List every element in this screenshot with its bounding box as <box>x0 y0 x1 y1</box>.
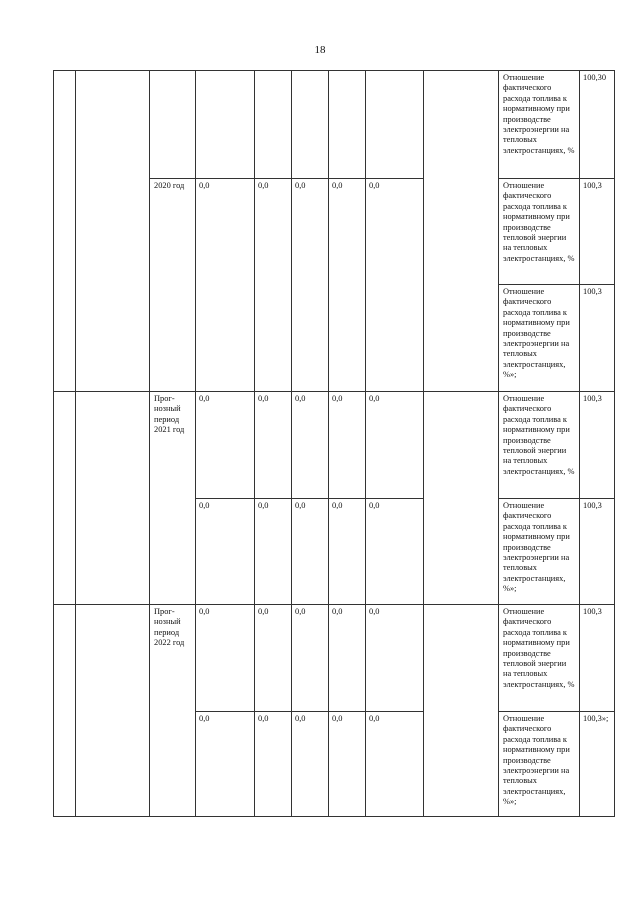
period-cell: Прог-нозный период 2021 год <box>150 392 196 605</box>
value-cell: 0,0 <box>329 605 366 712</box>
number-cell <box>54 605 76 817</box>
value-cell <box>329 71 366 179</box>
value-cell: 0,0 <box>329 179 366 392</box>
value-cell: 0,0 <box>292 712 329 817</box>
value-cell: 0,0 <box>196 392 255 499</box>
value-cell: 0,0 <box>366 605 424 712</box>
target-value-cell: 100,3»; <box>580 712 615 817</box>
target-value-cell: 100,3 <box>580 392 615 499</box>
responsible-cell <box>424 605 499 817</box>
number-cell <box>54 71 76 392</box>
value-cell: 0,0 <box>329 712 366 817</box>
value-cell: 0,0 <box>255 712 292 817</box>
value-cell: 0,0 <box>366 499 424 605</box>
indicator-cell: Отношение фактического расхода топлива к нормативному при производстве электроэнергии на тепловых электростанциях, % <box>499 71 580 179</box>
value-cell: 0,0 <box>366 179 424 392</box>
value-cell <box>292 71 329 179</box>
value-cell <box>366 71 424 179</box>
target-value-cell: 100,3 <box>580 605 615 712</box>
table-row <box>54 71 615 179</box>
indicator-cell: Отношение фактического расхода топлива к нормативному при производстве тепловой энергии на тепловых электростанциях, % <box>499 179 580 285</box>
responsible-cell <box>424 392 499 605</box>
measure-name-cell <box>76 71 150 392</box>
period-cell: Прог-нозный период 2022 год <box>150 605 196 817</box>
target-value-cell: 100,3 <box>580 179 615 285</box>
target-value-cell: 100,3 <box>580 499 615 605</box>
program-indicators-table <box>53 70 615 817</box>
period-cell: 2020 год <box>150 179 196 392</box>
table-row <box>54 605 615 712</box>
indicator-cell: Отношение фактического расхода топлива к нормативному при производстве электроэнергии на тепловых электростанциях, %»; <box>499 712 580 817</box>
target-value-cell: 100,30 <box>580 71 615 179</box>
measure-name-cell <box>76 392 150 605</box>
value-cell: 0,0 <box>329 499 366 605</box>
table-row <box>54 392 615 499</box>
measure-name-cell <box>76 605 150 817</box>
indicator-cell: Отношение фактического расхода топлива к нормативному при производстве тепловой энергии на тепловых электростанциях, % <box>499 605 580 712</box>
value-cell: 0,0 <box>366 392 424 499</box>
value-cell: 0,0 <box>255 179 292 392</box>
value-cell: 0,0 <box>255 392 292 499</box>
value-cell: 0,0 <box>196 179 255 392</box>
period-cell <box>150 71 196 179</box>
indicator-cell: Отношение фактического расхода топлива к нормативному при производстве тепловой энергии на тепловых электростанциях, % <box>499 392 580 499</box>
page-number: 18 <box>314 44 326 56</box>
value-cell: 0,0 <box>366 712 424 817</box>
value-cell: 0,0 <box>292 605 329 712</box>
value-cell: 0,0 <box>255 605 292 712</box>
value-cell: 0,0 <box>329 392 366 499</box>
value-cell: 0,0 <box>292 499 329 605</box>
value-cell <box>196 71 255 179</box>
value-cell: 0,0 <box>292 392 329 499</box>
value-cell: 0,0 <box>292 179 329 392</box>
indicator-cell: Отношение фактического расхода топлива к нормативному при производстве электроэнергии на тепловых электростанциях, %»; <box>499 499 580 605</box>
value-cell: 0,0 <box>196 605 255 712</box>
indicator-cell: Отношение фактического расхода топлива к нормативному при производстве электроэнергии на тепловых электростанциях, %»; <box>499 285 580 392</box>
number-cell <box>54 392 76 605</box>
responsible-cell <box>424 71 499 392</box>
value-cell: 0,0 <box>255 499 292 605</box>
value-cell: 0,0 <box>196 712 255 817</box>
value-cell <box>255 71 292 179</box>
target-value-cell: 100,3 <box>580 285 615 392</box>
value-cell: 0,0 <box>196 499 255 605</box>
